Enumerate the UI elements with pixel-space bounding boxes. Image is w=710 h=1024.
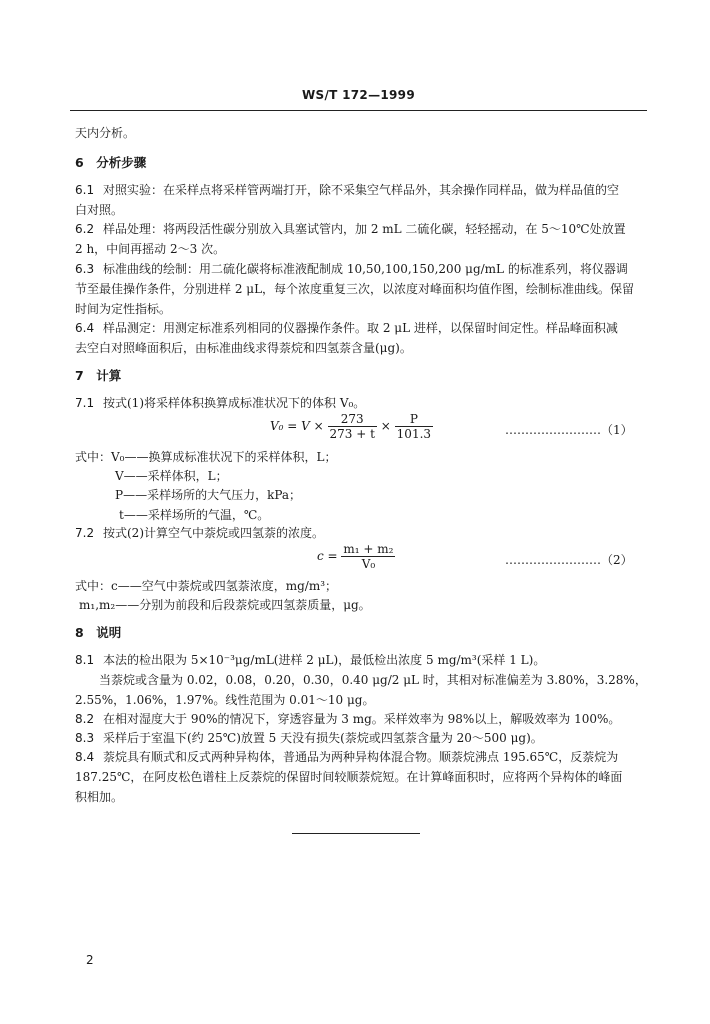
clause-text: 样品处理：将两段活性碳分别放入具塞试管内，加 2 mL 二硫化碳，轻轻摇动，在 5～10℃处放置 [103, 222, 626, 236]
formula-1 [270, 412, 433, 441]
clause-number: 7.1 [75, 396, 95, 410]
clause-8-4 [75, 748, 618, 766]
clause-text-cont: 积相加。 [75, 790, 124, 804]
clause-number: 6.4 [75, 321, 95, 335]
where-list-item: V——采样体积，L； [115, 469, 228, 483]
clause-text-cont: 白对照。 [75, 203, 124, 217]
clause-text: 采样后于室温下(约 25℃)放置 5 天没有损失(萘烷或四氢萘含量为 20～500 μg)。 [103, 731, 543, 745]
section-heading-7: 7 计算 [75, 368, 122, 383]
clause-7-2 [75, 524, 324, 542]
fraction-pressure [395, 412, 433, 441]
clause-text-cont: 节至最佳操作条件，分别进样 2 μL，每个浓度重复三次，以浓度对峰面积均值作图，绘制标准曲线。保留 [75, 282, 635, 296]
clause-number: 6.2 [75, 222, 95, 236]
clause-text-cont: 当萘烷或含量为 0.02，0.08，0.20，0.30，0.40 μg/2 μL 时，其相对标准偏差为 3.80%，3.28%， [99, 673, 647, 687]
clause-text-cont: 2 h，中间再摇动 2～3 次。 [75, 242, 226, 256]
clause-number: 8.1 [75, 653, 95, 667]
clause-number: 8.3 [75, 731, 95, 745]
numerator: 273 [328, 412, 377, 427]
fraction-temperature [328, 412, 377, 441]
clause-number: 8.2 [75, 712, 95, 726]
clause-6-2 [75, 220, 626, 238]
formula-lhs: c = [317, 549, 338, 563]
formula-2 [317, 542, 395, 571]
denominator: 273 + t [329, 427, 375, 441]
equation-tag-1: ……………………（1） [505, 423, 633, 437]
paragraph-continuation: 天内分析。 [75, 126, 136, 140]
clause-text: 本法的检出限为 5×10⁻³μg/mL(进样 2 μL)，最低检出浓度 5 mg/m³(采样 1 L)。 [103, 653, 546, 667]
where-list-item: m₁,m₂——分别为前段和后段萘烷或四氢萘质量，μg。 [79, 598, 371, 612]
where-list-item: P——采样场所的大气压力，kPa； [115, 488, 302, 502]
header-rule [70, 110, 647, 111]
section-heading-6: 6 分析步骤 [75, 155, 147, 170]
numerator: P [395, 412, 433, 427]
clause-number: 6.3 [75, 262, 95, 276]
clause-8-1 [75, 651, 545, 669]
clause-text: 标准曲线的绘制：用二硫化碳将标准液配制成 10,50,100,150,200 μg/mL 的标准系列，将仪器调 [103, 262, 628, 276]
where-list-item: 式中：c——空气中萘烷或四氢萘浓度，mg/m³； [75, 579, 338, 593]
page-number: 2 [86, 953, 94, 967]
equation-tag-2: ……………………（2） [505, 553, 633, 567]
clause-text-cont: 时间为定性指标。 [75, 302, 172, 316]
where-list-item: 式中：V₀——换算成标准状况下的采样体积，L； [75, 450, 337, 464]
clause-text: 按式(1)将采样体积换算成标准状况下的体积 V₀。 [103, 396, 366, 410]
clause-8-2 [75, 710, 620, 728]
clause-number: 7.2 [75, 526, 95, 540]
clause-text-cont: 2.55%，1.06%，1.97%。线性范围为 0.01～10 μg。 [75, 693, 375, 707]
clause-text: 萘烷具有顺式和反式两种异构体，普通品为两种异构体混合物。顺萘烷沸点 195.65℃，反萘烷为 [103, 750, 619, 764]
clause-number: 8.4 [75, 750, 95, 764]
clause-number: 6.1 [75, 183, 95, 197]
section-heading-8: 8 说明 [75, 625, 122, 640]
end-rule [292, 833, 420, 834]
page-header: WS/T 172—1999 [302, 88, 415, 102]
multiply-sign: × [380, 419, 391, 433]
clause-text: 按式(2)计算空气中萘烷或四氢萘的浓度。 [103, 526, 324, 540]
clause-text: 对照实验：在采样点将采样管两端打开，除不采集空气样品外，其余操作同样品，做为样品值的空 [103, 183, 620, 197]
clause-6-3 [75, 260, 628, 278]
formula-lhs: V₀ = V × [270, 419, 324, 433]
clause-text-cont: 去空白对照峰面积后，由标准曲线求得萘烷和四氢萘含量(μg)。 [75, 341, 412, 355]
clause-text: 样品测定：用测定标准系列相同的仪器操作条件。取 2 μL 进样，以保留时间定性。样品峰面积减 [103, 321, 618, 335]
fraction-concentration [341, 542, 395, 571]
clause-6-1 [75, 181, 619, 199]
clause-8-3 [75, 729, 543, 747]
where-list-item: t——采样场所的气温，℃。 [119, 508, 270, 522]
clause-6-4 [75, 319, 618, 337]
denominator: 101.3 [396, 427, 432, 441]
clause-text: 在相对湿度大于 90%的情况下，穿透容量为 3 mg。采样效率为 98%以上，解吸效率为 100%。 [103, 712, 621, 726]
denominator: V₀ [361, 557, 376, 571]
clause-7-1 [75, 394, 365, 412]
clause-text-cont: 187.25℃，在阿皮松色谱柱上反萘烷的保留时间较顺萘烷短。在计算峰面积时，应将两个异构体的峰面 [75, 770, 623, 784]
numerator: m₁ + m₂ [343, 542, 394, 556]
